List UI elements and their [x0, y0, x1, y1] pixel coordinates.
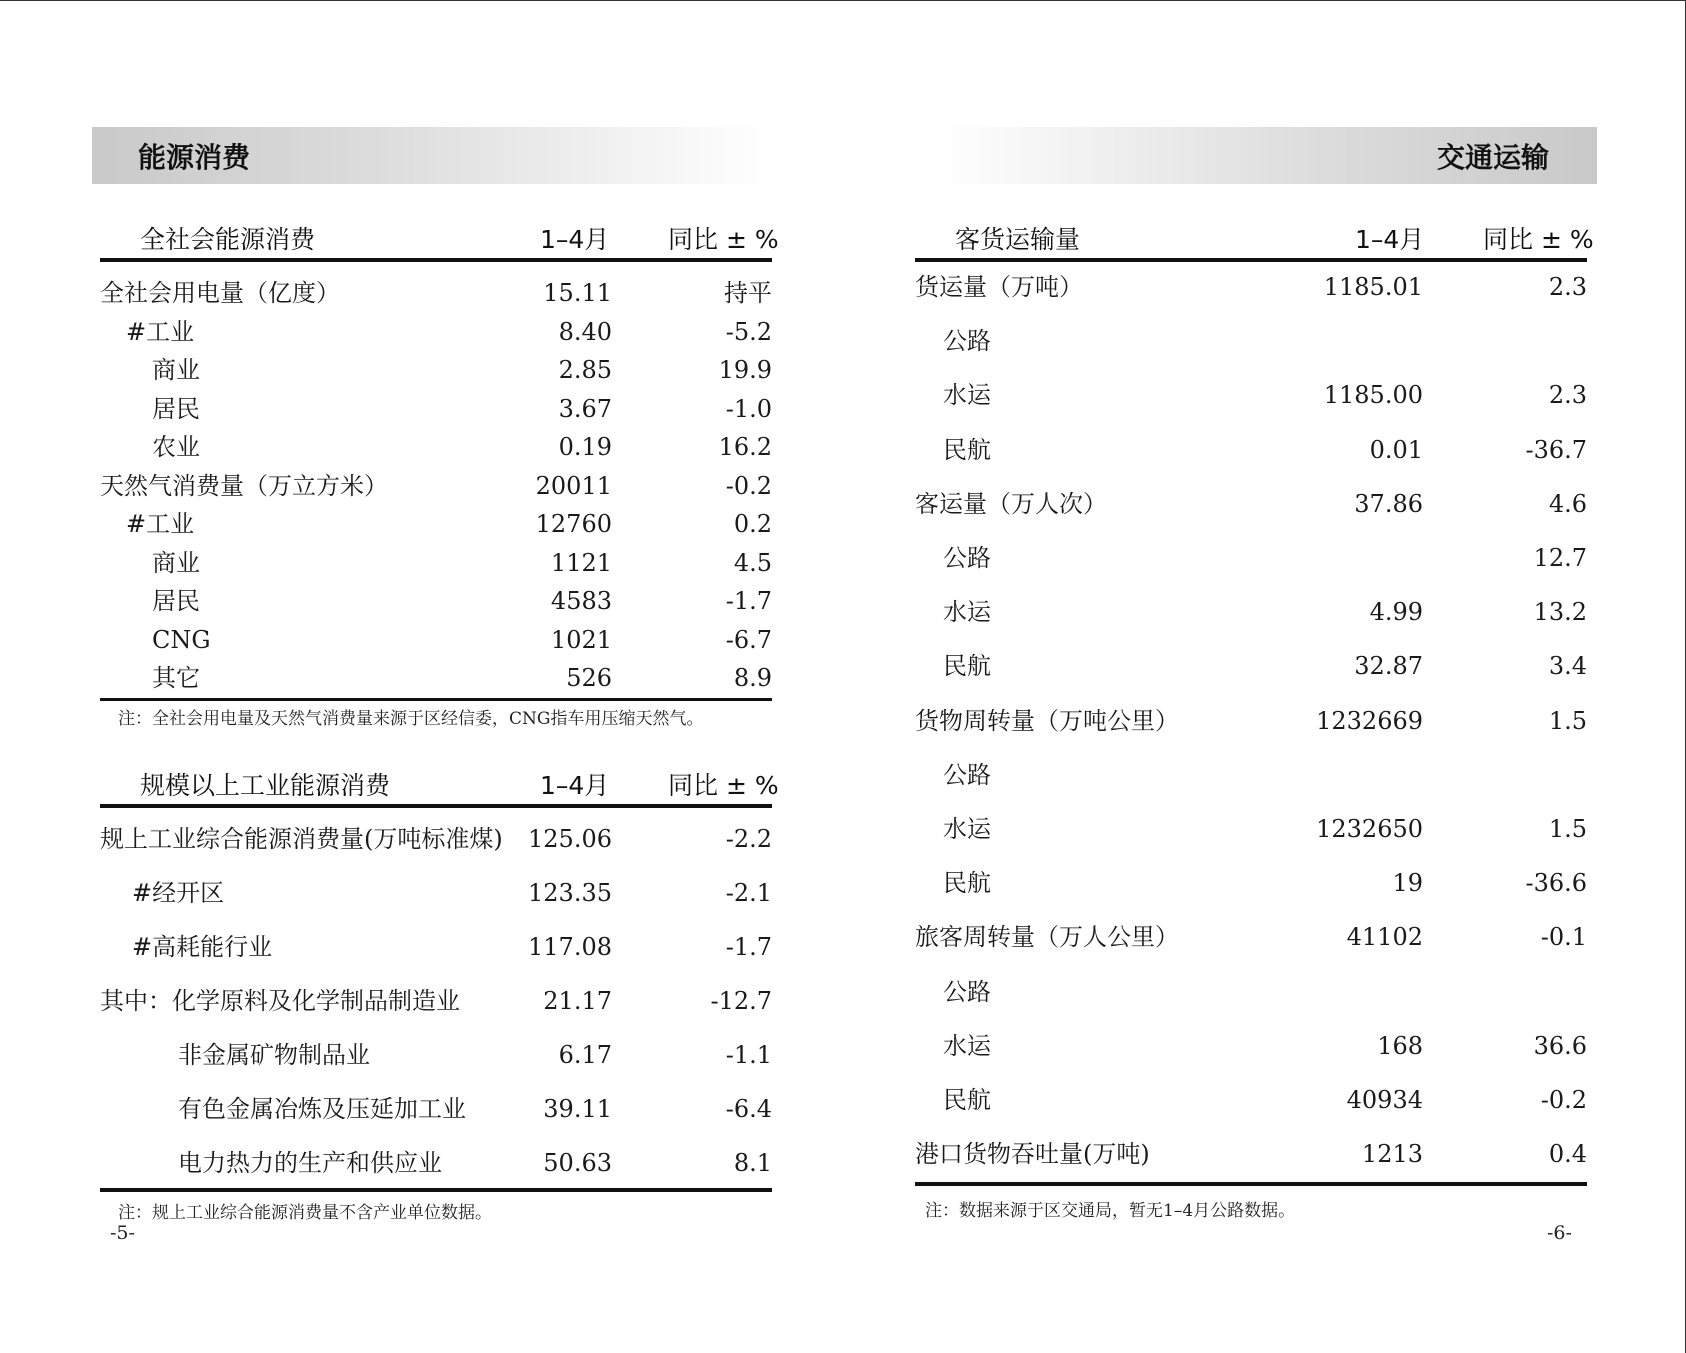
row-yoy: 3.4: [1548, 652, 1587, 681]
row-label: 民航: [943, 435, 991, 464]
header-yoy: 同比 ± %: [1483, 225, 1594, 254]
row-yoy: 2.3: [1548, 381, 1587, 410]
row-yoy: 持平: [724, 279, 772, 307]
table-row: [100, 1094, 772, 1124]
row-label: 港口货物吞吐量(万吨): [915, 1140, 1150, 1169]
row-label: 天然气消费量（万立方米）: [100, 471, 388, 500]
table-row: [915, 868, 1587, 898]
row-label: #高耗能行业: [132, 933, 273, 961]
row-yoy: 0.4: [1548, 1140, 1587, 1169]
table-row: [915, 760, 1587, 790]
row-label: 民航: [943, 1086, 991, 1114]
table-row: [100, 317, 772, 347]
row-value: 1121: [550, 548, 612, 577]
row-yoy: 4.6: [1548, 489, 1587, 518]
page-number: -6-: [1547, 1222, 1572, 1244]
table-row: [100, 1040, 772, 1070]
row-label: 公路: [943, 977, 991, 1006]
right-page: [843, 0, 1686, 1353]
row-label: CNG: [152, 625, 211, 654]
row-yoy: 12.7: [1533, 544, 1587, 572]
section-banner-energy: [92, 127, 772, 184]
row-label: 非金属矿物制品业: [178, 1041, 370, 1069]
row-value: 4.99: [1369, 598, 1423, 627]
table-row: [100, 1148, 772, 1178]
row-value: 0.19: [558, 433, 612, 461]
row-yoy: 8.1: [733, 1149, 772, 1177]
row-label: 水运: [943, 381, 991, 410]
row-value: 125.06: [528, 825, 612, 853]
row-label: 公路: [943, 760, 991, 789]
row-yoy: -5.2: [725, 317, 772, 346]
row-yoy: -6.7: [725, 625, 772, 654]
table-row: [915, 1085, 1587, 1115]
table-row: [915, 272, 1587, 302]
row-value: 117.08: [528, 933, 612, 961]
row-label: 旅客周转量（万人公里）: [915, 923, 1179, 952]
row-value: 37.86: [1354, 489, 1423, 518]
row-yoy: -6.4: [725, 1095, 772, 1123]
table-row: [100, 509, 772, 539]
table-note: 注：规上工业综合能源消费量不含产业单位数据。: [118, 1203, 492, 1223]
row-label: #经开区: [132, 879, 225, 907]
row-value: 12760: [535, 510, 612, 538]
row-value: 1021: [550, 625, 612, 654]
row-yoy: 13.2: [1533, 598, 1587, 627]
bottom-rule: [915, 1182, 1587, 1186]
row-yoy: -1.0: [725, 394, 772, 423]
bottom-rule: [100, 698, 772, 701]
row-label: 民航: [943, 869, 991, 898]
row-yoy: -0.2: [725, 471, 772, 500]
row-value: 1213: [1361, 1140, 1423, 1169]
row-value: 20011: [535, 471, 612, 500]
row-label: 民航: [943, 652, 991, 681]
row-label: 居民: [152, 587, 200, 615]
table-row: [100, 586, 772, 616]
row-yoy: 19.9: [718, 356, 772, 384]
row-value: 2.85: [558, 356, 612, 384]
row-value: 8.40: [558, 317, 612, 346]
row-yoy: 8.9: [733, 664, 772, 692]
table-row: [915, 814, 1587, 844]
row-label: 货运量（万吨）: [915, 273, 1083, 301]
table-header: [915, 220, 1594, 254]
table-row: [915, 435, 1587, 465]
table-row: [915, 977, 1587, 1007]
row-label: 公路: [943, 544, 991, 572]
table-row: [915, 543, 1587, 573]
header-label: 规模以上工业能源消费: [140, 771, 391, 800]
table-row: [100, 625, 772, 655]
row-label: 货物周转量（万吨公里）: [915, 706, 1179, 735]
table-row: [100, 878, 772, 908]
row-yoy: -0.2: [1540, 1086, 1587, 1114]
table-row: [100, 471, 772, 501]
row-value: 32.87: [1354, 652, 1423, 681]
header-rule: [915, 258, 1587, 262]
row-yoy: 1.5: [1548, 706, 1587, 735]
table-header: [100, 220, 779, 254]
row-value: 40934: [1346, 1086, 1423, 1114]
row-label: 水运: [943, 598, 991, 627]
row-value: 1185.01: [1323, 273, 1423, 301]
row-value: 50.63: [543, 1149, 612, 1177]
row-label: #工业: [126, 510, 195, 538]
row-value: 39.11: [543, 1095, 612, 1123]
row-yoy: -1.1: [725, 1041, 772, 1069]
table-row: [100, 932, 772, 962]
row-label: 规上工业综合能源消费量(万吨标准煤): [100, 825, 503, 853]
table-row: [915, 922, 1587, 952]
row-value: 41102: [1346, 923, 1423, 952]
bottom-rule: [100, 1188, 772, 1192]
row-label: 居民: [152, 394, 200, 423]
row-value: 1232669: [1316, 706, 1423, 735]
table-note: 注：数据来源于区交通局，暂无1–4月公路数据。: [925, 1201, 1296, 1221]
page-number: -5-: [110, 1222, 135, 1244]
table-row: [100, 355, 772, 385]
table-row: [100, 278, 772, 308]
row-yoy: -1.7: [725, 933, 772, 961]
header-label: 全社会能源消费: [140, 225, 316, 254]
row-yoy: 4.5: [733, 548, 772, 577]
row-value: 15.11: [543, 279, 612, 307]
header-period: 1–4月: [540, 225, 610, 254]
header-period: 1–4月: [1355, 225, 1425, 254]
table-row: [915, 597, 1587, 627]
row-value: 123.35: [528, 879, 612, 907]
row-label: 商业: [152, 356, 200, 384]
table-note: 注：全社会用电量及天然气消费量来源于区经信委，CNG指车用压缩天然气。: [118, 709, 704, 729]
energy-consumption-table: [100, 220, 779, 700]
table-row: [915, 489, 1587, 519]
row-label: 其它: [152, 664, 200, 692]
row-value: 168: [1377, 1031, 1423, 1060]
row-yoy: 0.2: [733, 510, 772, 538]
transport-volume-table: [915, 220, 1594, 1200]
row-value: 526: [566, 664, 612, 692]
row-yoy: 16.2: [718, 433, 772, 461]
row-yoy: -36.7: [1525, 435, 1587, 464]
header-period: 1–4月: [540, 771, 610, 800]
row-label: 水运: [943, 815, 991, 843]
row-yoy: 36.6: [1533, 1031, 1587, 1060]
table-row: [915, 326, 1587, 356]
row-value: 3.67: [558, 394, 612, 423]
row-value: 0.01: [1369, 435, 1423, 464]
table-row: [915, 651, 1587, 681]
table-row: [100, 432, 772, 462]
row-label: 电力热力的生产和供应业: [178, 1149, 442, 1177]
row-yoy: -1.7: [725, 587, 772, 615]
section-title: 交通运输: [1436, 140, 1549, 174]
table-row: [915, 706, 1587, 736]
row-value: 21.17: [543, 987, 612, 1015]
row-yoy: -2.1: [725, 879, 772, 907]
row-label: 农业: [152, 433, 200, 461]
header-yoy: 同比 ± %: [668, 771, 779, 800]
section-banner-transport: [933, 127, 1597, 184]
table-row: [915, 380, 1587, 410]
row-label: #工业: [126, 317, 195, 346]
row-label: 客运量（万人次）: [915, 489, 1107, 518]
table-row: [915, 1031, 1587, 1061]
table-row: [100, 986, 772, 1016]
table-row: [100, 824, 772, 854]
row-yoy: 1.5: [1548, 815, 1587, 843]
row-value: 19: [1392, 869, 1423, 898]
header-rule: [100, 804, 772, 808]
row-yoy: 2.3: [1548, 273, 1587, 301]
section-title: 能源消费: [138, 140, 251, 174]
header-label: 客货运输量: [955, 225, 1081, 254]
industrial-energy-table: [100, 766, 779, 1196]
row-value: 1232650: [1316, 815, 1423, 843]
row-label: 其中：化学原料及化学制品制造业: [100, 987, 460, 1015]
table-row: [100, 394, 772, 424]
row-label: 有色金属冶炼及压延加工业: [178, 1095, 466, 1123]
row-yoy: -0.1: [1540, 923, 1587, 952]
row-yoy: -12.7: [710, 987, 772, 1015]
header-rule: [100, 258, 772, 262]
row-label: 全社会用电量（亿度）: [100, 279, 340, 307]
table-row: [100, 548, 772, 578]
table-row: [100, 663, 772, 693]
header-yoy: 同比 ± %: [668, 225, 779, 254]
row-value: 6.17: [558, 1041, 612, 1069]
row-label: 公路: [943, 327, 991, 356]
row-label: 水运: [943, 1031, 991, 1060]
table-header: [100, 766, 779, 800]
row-value: 4583: [550, 587, 612, 615]
row-yoy: -2.2: [725, 825, 772, 853]
table-row: [915, 1139, 1587, 1169]
row-yoy: -36.6: [1525, 869, 1587, 898]
row-value: 1185.00: [1323, 381, 1423, 410]
row-label: 商业: [152, 548, 200, 577]
